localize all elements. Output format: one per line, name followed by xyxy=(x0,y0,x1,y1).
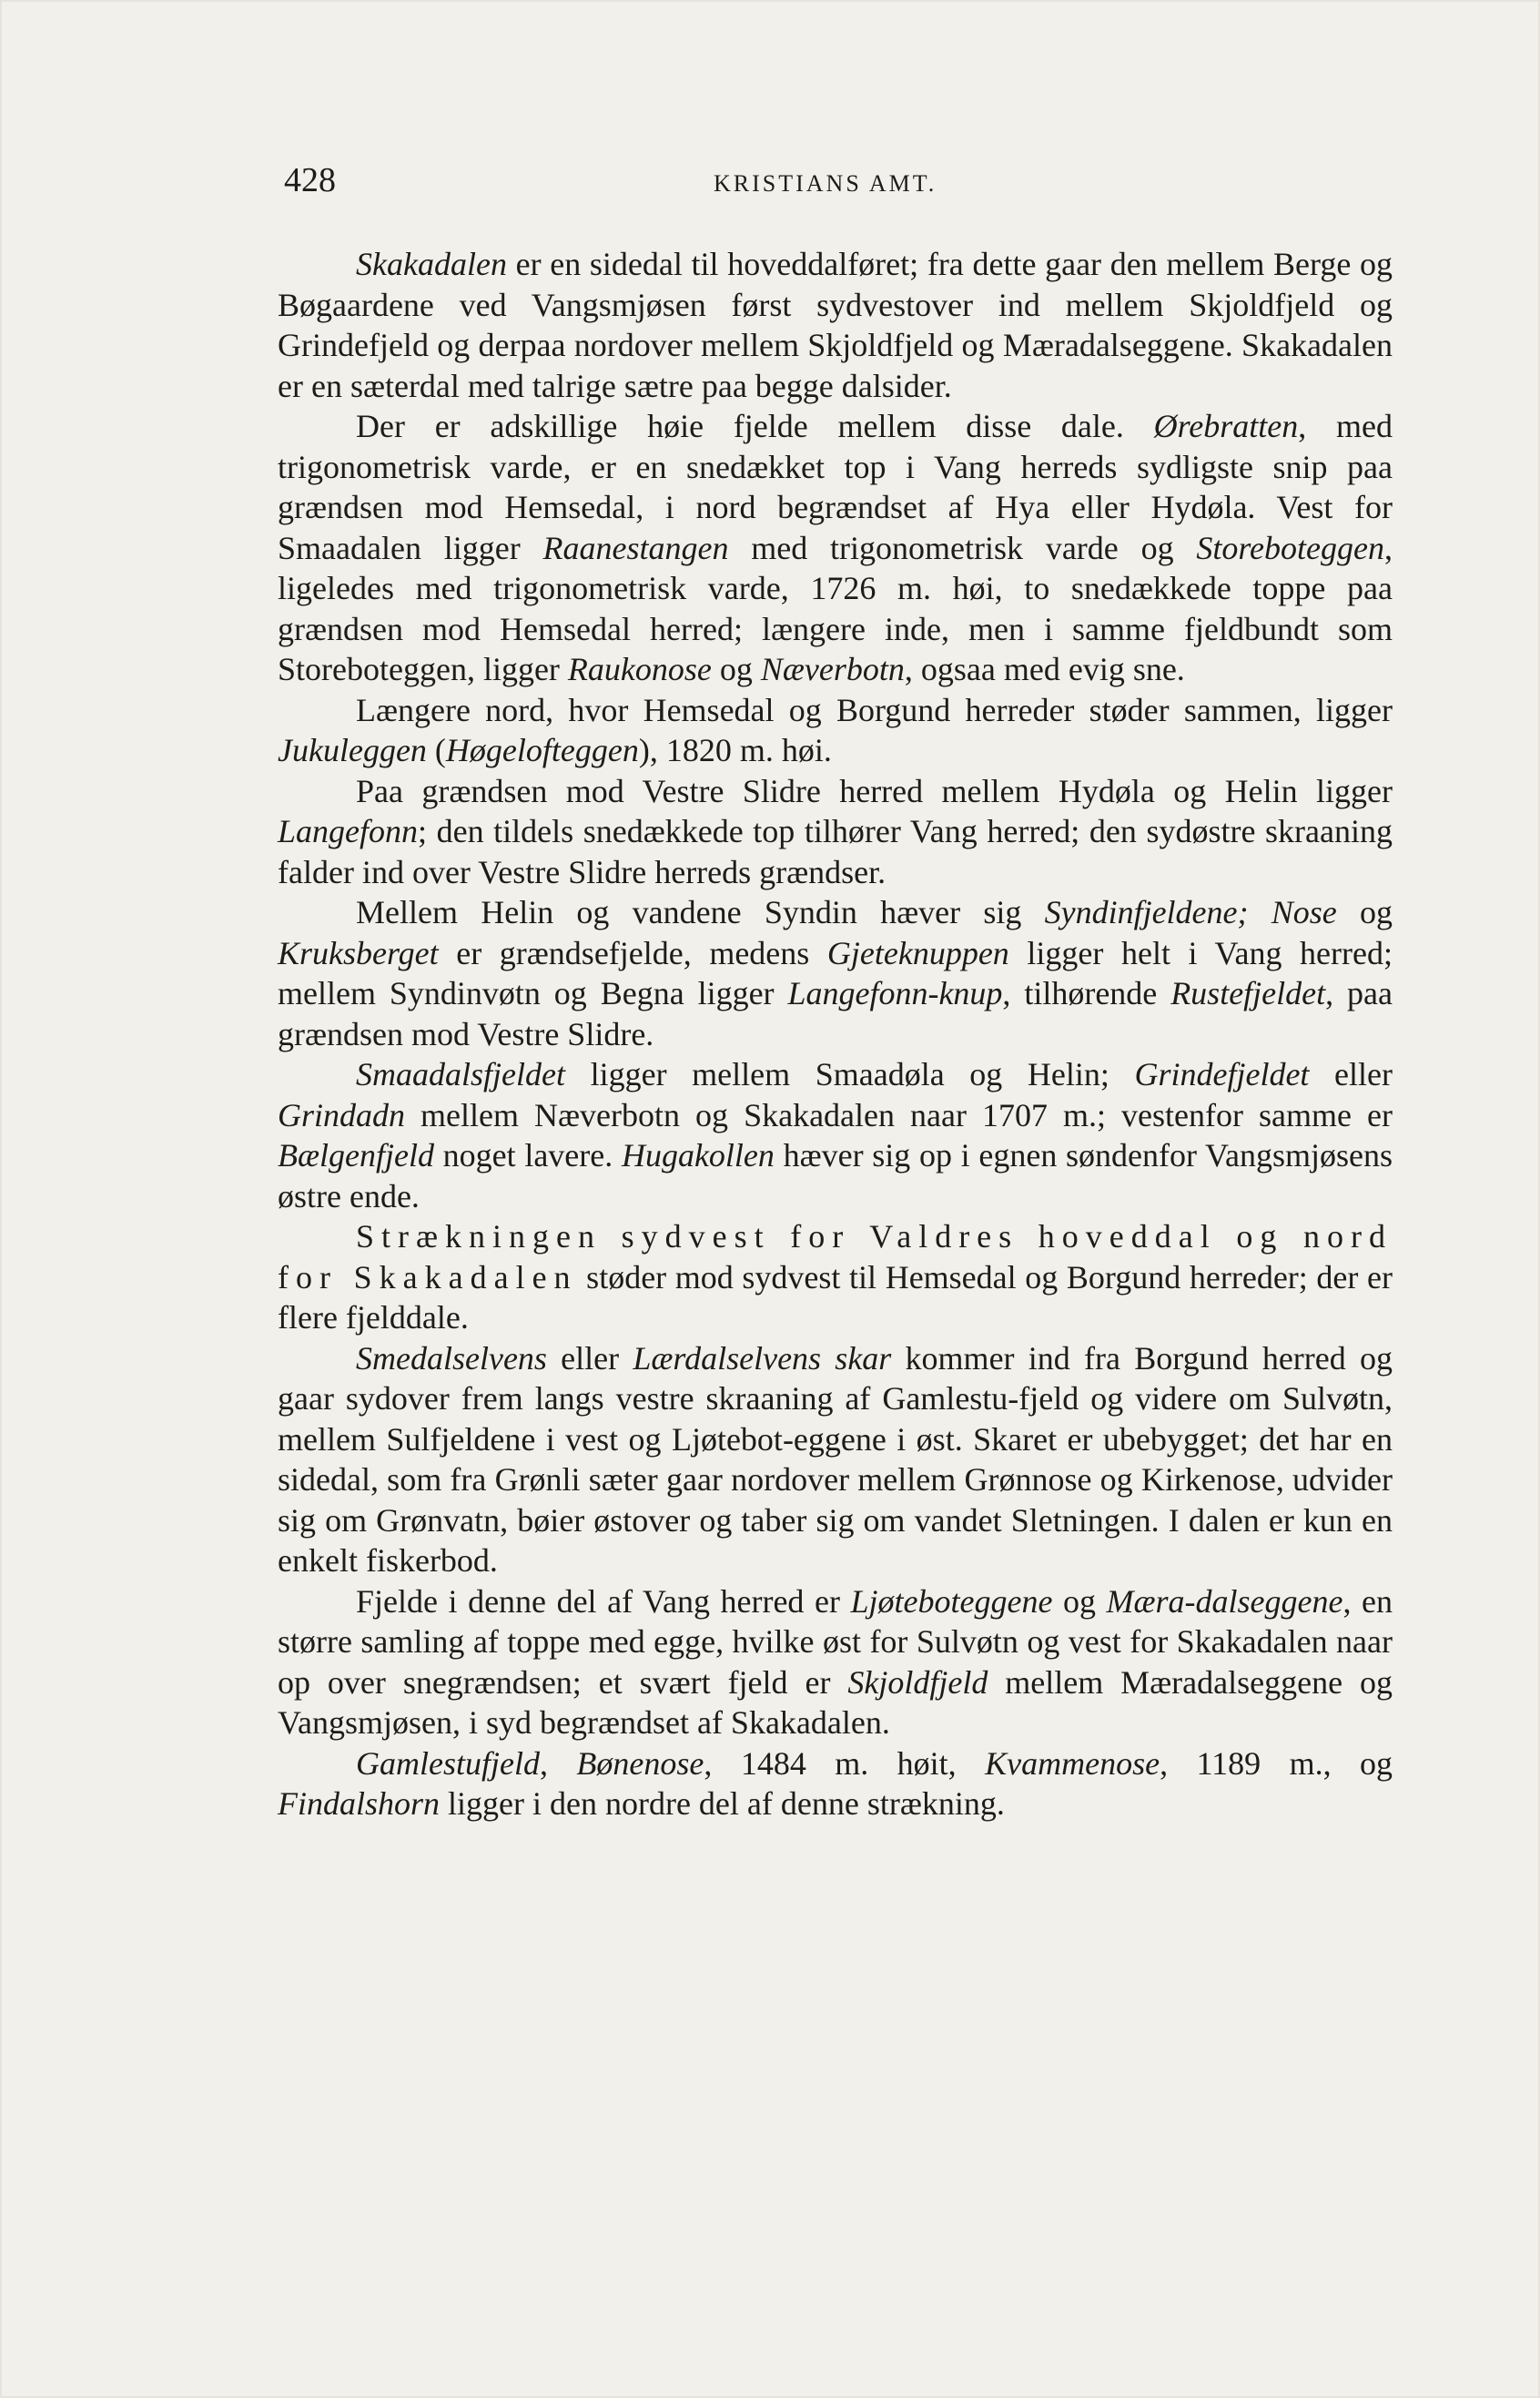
text-run: ligger helt i Vang herred; mellem Syndinvøtn og Begna ligger xyxy=(278,934,1393,1011)
text-run: ( xyxy=(426,732,446,768)
text-run: , ligeledes med trigonometrisk varde, 1726 m. høi, to snedækkede toppe paa grændsen mod Hemsedal herred; længere inde, men i samme fjeldbundt som Storeboteggen, ligger xyxy=(278,529,1393,687)
italic-term: Storeboteggen xyxy=(1196,529,1384,566)
italic-term: Mæra-dalseggene xyxy=(1106,1582,1343,1620)
page-number: 428 xyxy=(284,161,336,199)
paragraph xyxy=(278,1054,1393,1216)
italic-term: Lærdalselvens skar xyxy=(633,1339,892,1377)
text-run: noget lavere. xyxy=(433,1137,622,1174)
italic-term: Grindefjeldet xyxy=(1134,1056,1310,1092)
text-run: støder mod sydvest til Hemsedal og Borgund herreder; der er flere fjelddale. xyxy=(278,1258,1393,1336)
italic-term: Findalshorn xyxy=(278,1785,441,1822)
text-run: og xyxy=(1052,1582,1107,1620)
text-run: Mellem Helin og vandene Syndin hæver sig xyxy=(356,894,1045,930)
spaced-emphasis: Strækningen sydvest for Valdres hoveddal og nord for Skakadalen xyxy=(278,1218,1393,1296)
italic-term: Smaadalsfjeldet xyxy=(356,1056,565,1092)
italic-term: Langefonn xyxy=(278,813,419,849)
text-run: hæver sig op i egnen søndenfor Vangsmjøsens østre ende. xyxy=(278,1137,1393,1214)
italic-term: Hugakollen xyxy=(621,1137,775,1174)
text-run: er en sidedal til hoveddalføret; fra dette gaar den mellem Berge og Bøgaardene ved Vangsmjøsen først sydvestover ind mellem Skjoldfjeld og Grindefjeld og derpaa nordover mellem Skjoldfjeld og Mæradalseggene. Skakadalen er en sæterdal med talrige sætre paa begge dalsider. xyxy=(278,246,1393,404)
italic-term: Langefonn-knup xyxy=(787,975,1003,1011)
italic-term: Smedalselvens xyxy=(356,1339,547,1377)
text-run: , xyxy=(539,1744,577,1782)
paragraph xyxy=(278,244,1393,406)
text-run: mellem Mæradalseggene og Vangsmjøsen, i syd begrændset af Skakadalen. xyxy=(278,1663,1393,1741)
text-run: , paa grændsen mod Vestre Slidre. xyxy=(278,975,1393,1052)
italic-term: Raanestangen xyxy=(542,529,729,566)
text-run: , 1484 m. høit, xyxy=(704,1744,986,1782)
text-run: , tilhørende xyxy=(1002,975,1171,1011)
paragraph xyxy=(278,406,1393,690)
text-run: eller xyxy=(1309,1056,1393,1092)
text-run: med trigonometrisk varde og xyxy=(728,529,1197,566)
italic-term: Rustefjeldet xyxy=(1170,975,1326,1011)
italic-term: Jukuleggen xyxy=(278,732,427,768)
italic-term: Bønenose xyxy=(576,1744,704,1782)
page-header xyxy=(284,153,1394,208)
text-run: ), 1820 m. høi. xyxy=(638,732,832,768)
paragraph xyxy=(278,892,1393,1054)
text-run: ; den tildels snedækkede top tilhører Vang herred; den sydøstre skraaning falder ind over Vestre Slidre herreds grændser. xyxy=(278,813,1393,890)
paragraph xyxy=(278,1743,1393,1824)
text-run: mellem Næverbotn og Skakadalen naar 1707 m.; vestenfor samme er xyxy=(405,1096,1393,1133)
running-head: KRISTIANS AMT. xyxy=(714,170,937,197)
paragraph xyxy=(278,1216,1393,1338)
italic-term: Høgelofteggen xyxy=(445,732,639,768)
text-run: , 1189 m., og xyxy=(1160,1744,1393,1782)
italic-term: Skjoldfjeld xyxy=(847,1663,988,1701)
italic-term: Kvammenose xyxy=(985,1744,1160,1782)
paragraph xyxy=(278,1581,1393,1743)
text-run: og xyxy=(711,651,761,687)
paragraph xyxy=(278,1338,1393,1581)
italic-term: Ørebratten xyxy=(1153,408,1299,444)
text-run: , med trigonometrisk varde, er en snedækket top i Vang herreds sydligste snip paa grændsen mod Hemsedal, i nord begrændset af Hya eller Hydøla. Vest for Smaadalen ligger xyxy=(278,408,1393,566)
text-run: Der er adskillige høie fjelde mellem disse dale. xyxy=(356,408,1154,444)
italic-term: Bælgenfjeld xyxy=(278,1137,434,1174)
text-run: er grændsefjelde, medens xyxy=(438,934,827,971)
text-run: , ogsaa med evig sne. xyxy=(904,651,1185,687)
text-run: ligger mellem Smaadøla og Helin; xyxy=(564,1056,1135,1092)
italic-term: Gamlestufjeld xyxy=(356,1744,540,1782)
body-text xyxy=(278,244,1393,1824)
paragraph xyxy=(278,771,1393,893)
italic-term: Gjeteknuppen xyxy=(826,934,1009,971)
text-run: kommer ind fra Borgund herred og gaar sydover frem langs vestre skraaning af Gamlestu-fjeld og videre om Sulvøtn, mellem Sulfjeldene i vest og Ljøtebot-eggene i øst. Skaret er ubebygget; det har en sidedal, som fra Grønli sæter gaar nordover mellem Grønnose og Kirkenose, udvider sig om Grønvatn, bøier østover og taber sig om vandet Sletningen. I dalen er kun en enkelt fiskerbod. xyxy=(278,1339,1393,1579)
italic-term: Næverbotn xyxy=(760,651,905,687)
paragraph xyxy=(278,690,1393,771)
italic-term: Syndinfjeldene; Nose xyxy=(1044,894,1337,930)
text-run: Længere nord, hvor Hemsedal og Borgund herreder støder sammen, ligger xyxy=(356,691,1393,728)
text-run: , en større samling af toppe med egge, hvilke øst for Sulvøtn og vest for Skakadalen naar op over snegrændsen; et svært fjeld er xyxy=(278,1582,1393,1701)
italic-term: Kruksberget xyxy=(278,934,439,971)
text-run: ligger i den nordre del af denne strækning. xyxy=(440,1785,1005,1822)
italic-term: Grindadn xyxy=(278,1096,406,1133)
text-run: og xyxy=(1336,894,1393,930)
italic-term: Ljøteboteggene xyxy=(850,1582,1053,1620)
italic-term: Skakadalen xyxy=(356,246,507,282)
italic-term: Raukonose xyxy=(567,651,712,687)
text-run: eller xyxy=(546,1339,633,1377)
text-run: Fjelde i denne del af Vang herred er xyxy=(356,1582,851,1620)
text-run: Paa grændsen mod Vestre Slidre herred mellem Hydøla og Helin ligger xyxy=(356,772,1393,809)
